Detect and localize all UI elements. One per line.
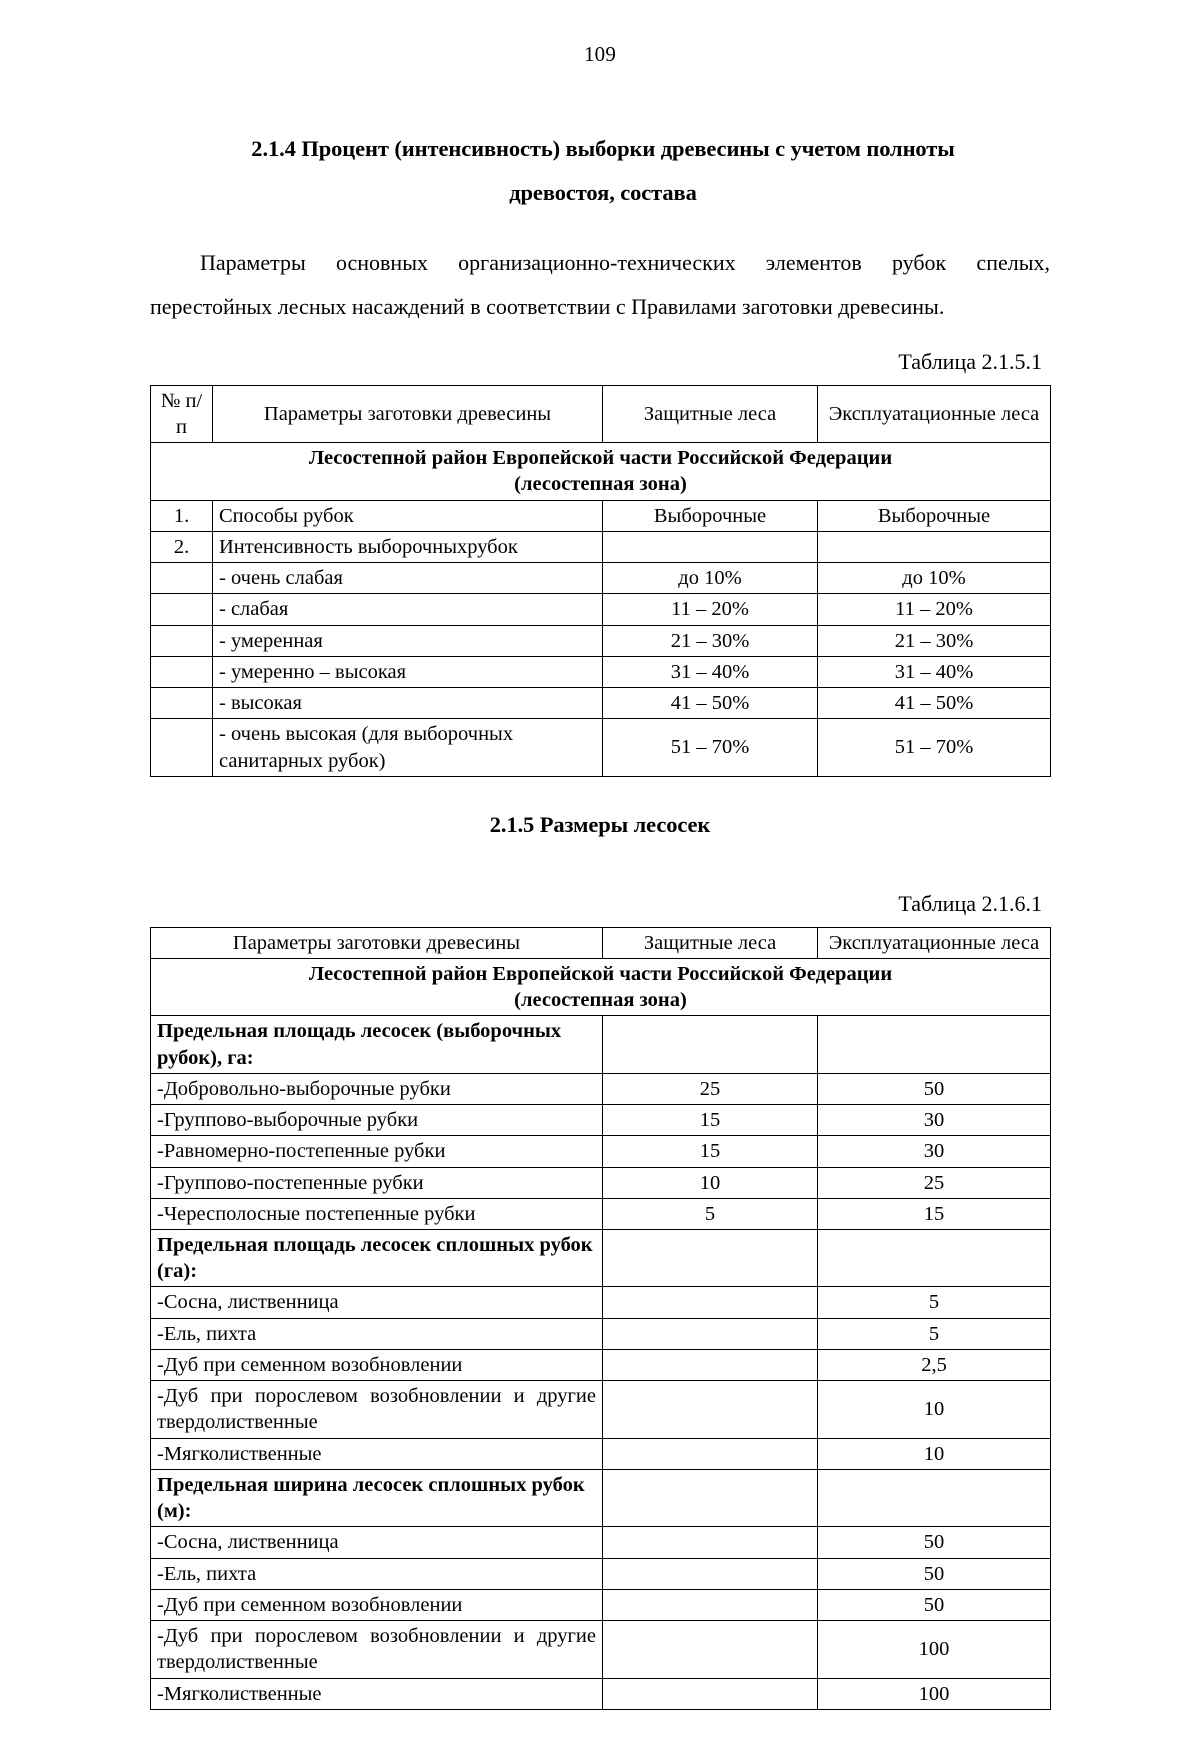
cell-parameter: Предельная ширина лесосек сплошных рубок (м): <box>151 1469 603 1526</box>
table-region-row <box>151 443 1051 500</box>
cell-parameter: -Добровольно-выборочные рубки <box>151 1073 603 1104</box>
cell-protective-forests <box>603 1678 818 1709</box>
region-line-1: Лесостепной район Европейской части Российской Федерации <box>308 962 893 985</box>
table-header-row <box>151 385 1051 442</box>
region-line-2: (лесостепная зона) <box>514 473 687 496</box>
section-heading-214: 2.1.4 Процент (интенсивность) выборки древесины с учетом полноты древостоя, состава <box>251 136 955 205</box>
cell-protective-forests <box>603 1621 818 1678</box>
section-heading-214-wrap <box>150 127 1050 215</box>
table-row <box>151 1527 1051 1558</box>
cell-exploitation-forests: 100 <box>818 1678 1051 1709</box>
cell-parameter: -Дуб при семенном возобновлении <box>151 1589 603 1620</box>
table-row <box>151 1105 1051 1136</box>
cell-parameter: -Ель, пихта <box>151 1558 603 1589</box>
table-header-row <box>151 927 1051 958</box>
cell-parameter: Интенсивность выборочныхрубок <box>213 531 603 562</box>
cell-exploitation-forests: 100 <box>818 1621 1051 1678</box>
cell-protective-forests <box>603 1381 818 1438</box>
cell-parameter: - слабая <box>213 594 603 625</box>
cell-protective-forests: 51 – 70% <box>603 719 818 776</box>
cell-parameter: - очень высокая (для выборочных санитарных рубок) <box>213 719 603 776</box>
cell-protective-forests <box>603 1589 818 1620</box>
table-row <box>151 1073 1051 1104</box>
table-row <box>151 1621 1051 1678</box>
cell-exploitation-forests: 41 – 50% <box>818 688 1051 719</box>
cell-exploitation-forests: 50 <box>818 1073 1051 1104</box>
cell-protective-forests <box>603 1230 818 1287</box>
region-title-cell <box>151 443 1051 500</box>
table-1-caption: Таблица 2.1.5.1 <box>898 348 1042 374</box>
cell-exploitation-forests <box>818 1016 1051 1073</box>
cell-protective-forests: 25 <box>603 1073 818 1104</box>
table-row <box>151 1198 1051 1229</box>
column-header-exploitation-forests: Эксплуатационные леса <box>818 927 1051 958</box>
cell-number <box>151 656 213 687</box>
cell-exploitation-forests: 30 <box>818 1136 1051 1167</box>
cell-protective-forests <box>603 1287 818 1318</box>
cell-protective-forests <box>603 531 818 562</box>
table-row <box>151 594 1051 625</box>
cell-exploitation-forests <box>818 1230 1051 1287</box>
cell-parameter: Способы рубок <box>213 500 603 531</box>
cell-number: 2. <box>151 531 213 562</box>
cell-exploitation-forests: 5 <box>818 1318 1051 1349</box>
cell-parameter: -Ель, пихта <box>151 1318 603 1349</box>
cell-number: 1. <box>151 500 213 531</box>
cell-number <box>151 594 213 625</box>
document-page <box>0 42 1200 1738</box>
cell-protective-forests: Выборочные <box>603 500 818 531</box>
table-row <box>151 500 1051 531</box>
cell-number <box>151 719 213 776</box>
section-heading-215: 2.1.5 Размеры лесосек <box>489 811 711 837</box>
table-row <box>151 1287 1051 1318</box>
cell-protective-forests <box>603 1318 818 1349</box>
table-row <box>151 1589 1051 1620</box>
cell-number <box>151 563 213 594</box>
document-content <box>150 127 1050 1710</box>
table-row <box>151 656 1051 687</box>
table-row <box>151 1381 1051 1438</box>
column-header-protective-forests: Защитные леса <box>603 385 818 442</box>
table-parameters-harvesting-1 <box>150 385 1051 777</box>
cell-number <box>151 625 213 656</box>
cell-parameter: -Дуб при семенном возобновлении <box>151 1349 603 1380</box>
region-line-2: (лесостепная зона) <box>514 989 687 1012</box>
cell-parameter: - умеренная <box>213 625 603 656</box>
column-header-parameters: Параметры заготовки древесины <box>213 385 603 442</box>
intro-paragraph-wrap <box>150 241 1050 329</box>
table-row <box>151 1016 1051 1073</box>
cell-parameter: - очень слабая <box>213 563 603 594</box>
column-header-protective-forests: Защитные леса <box>603 927 818 958</box>
cell-parameter: - высокая <box>213 688 603 719</box>
cell-exploitation-forests: 25 <box>818 1167 1051 1198</box>
table-row <box>151 1167 1051 1198</box>
cell-exploitation-forests: 50 <box>818 1527 1051 1558</box>
cell-parameter: -Чересполосные постепенные рубки <box>151 1198 603 1229</box>
cell-exploitation-forests: 5 <box>818 1287 1051 1318</box>
cell-protective-forests: 31 – 40% <box>603 656 818 687</box>
cell-exploitation-forests: 50 <box>818 1558 1051 1589</box>
cell-parameter: Предельная площадь лесосек (выборочных рубок), га: <box>151 1016 603 1073</box>
cell-protective-forests: 11 – 20% <box>603 594 818 625</box>
table-row <box>151 1678 1051 1709</box>
table-row <box>151 688 1051 719</box>
cell-exploitation-forests <box>818 531 1051 562</box>
table-row <box>151 625 1051 656</box>
cell-parameter: -Мягколиственные <box>151 1438 603 1469</box>
cell-exploitation-forests: 50 <box>818 1589 1051 1620</box>
cell-number <box>151 688 213 719</box>
cell-parameter: -Сосна, лиственница <box>151 1527 603 1558</box>
cell-parameter: -Дуб при порослевом возобновлении и другие твердолиственные <box>151 1621 603 1678</box>
table-row <box>151 563 1051 594</box>
region-title-cell <box>151 958 1051 1015</box>
table-region-row <box>151 958 1051 1015</box>
page-number: 109 <box>583 42 617 66</box>
column-header-number: № п/п <box>151 385 213 442</box>
cell-exploitation-forests: до 10% <box>818 563 1051 594</box>
cell-parameter: -Группово-выборочные рубки <box>151 1105 603 1136</box>
cell-exploitation-forests: 30 <box>818 1105 1051 1136</box>
cell-exploitation-forests <box>818 1469 1051 1526</box>
cell-protective-forests <box>603 1469 818 1526</box>
cell-exploitation-forests: 51 – 70% <box>818 719 1051 776</box>
table-row <box>151 1349 1051 1380</box>
cell-protective-forests <box>603 1016 818 1073</box>
column-header-parameters: Параметры заготовки древесины <box>151 927 603 958</box>
cell-exploitation-forests: 10 <box>818 1381 1051 1438</box>
cell-exploitation-forests: 15 <box>818 1198 1051 1229</box>
cell-parameter: -Группово-постепенные рубки <box>151 1167 603 1198</box>
cell-parameter: - умеренно – высокая <box>213 656 603 687</box>
cell-parameter: Предельная площадь лесосек сплошных рубок (га): <box>151 1230 603 1287</box>
cell-protective-forests: до 10% <box>603 563 818 594</box>
cell-exploitation-forests: Выборочные <box>818 500 1051 531</box>
table-row <box>151 531 1051 562</box>
intro-paragraph: Параметры основных организационно-технических элементов рубок спелых, перестойных лесных насаждений в соответствии с Правилами заготовки древесины. <box>150 249 1050 319</box>
cell-protective-forests: 5 <box>603 1198 818 1229</box>
table-row <box>151 1558 1051 1589</box>
cell-parameter: -Дуб при порослевом возобновлении и другие твердолиственные <box>151 1381 603 1438</box>
table-row <box>151 1318 1051 1349</box>
cell-protective-forests: 41 – 50% <box>603 688 818 719</box>
table-row <box>151 1136 1051 1167</box>
cell-exploitation-forests: 31 – 40% <box>818 656 1051 687</box>
cell-protective-forests: 10 <box>603 1167 818 1198</box>
cell-parameter: -Мягколиственные <box>151 1678 603 1709</box>
table-row <box>151 719 1051 776</box>
table-row <box>151 1230 1051 1287</box>
cell-parameter: -Сосна, лиственница <box>151 1287 603 1318</box>
cell-exploitation-forests: 11 – 20% <box>818 594 1051 625</box>
cell-protective-forests: 21 – 30% <box>603 625 818 656</box>
cell-protective-forests <box>603 1438 818 1469</box>
table-row <box>151 1438 1051 1469</box>
cell-protective-forests <box>603 1527 818 1558</box>
cell-protective-forests: 15 <box>603 1105 818 1136</box>
cell-exploitation-forests: 21 – 30% <box>818 625 1051 656</box>
table-2-caption: Таблица 2.1.6.1 <box>898 890 1042 916</box>
cell-protective-forests <box>603 1558 818 1589</box>
cell-exploitation-forests: 10 <box>818 1438 1051 1469</box>
cell-exploitation-forests: 2,5 <box>818 1349 1051 1380</box>
table-parameters-harvesting-2 <box>150 927 1051 1710</box>
cell-protective-forests <box>603 1349 818 1380</box>
region-line-1: Лесостепной район Европейской части Российской Федерации <box>308 447 893 470</box>
cell-parameter: -Равномерно-постепенные рубки <box>151 1136 603 1167</box>
table-row <box>151 1469 1051 1526</box>
cell-protective-forests: 15 <box>603 1136 818 1167</box>
column-header-exploitation-forests: Эксплуатационные леса <box>818 385 1051 442</box>
